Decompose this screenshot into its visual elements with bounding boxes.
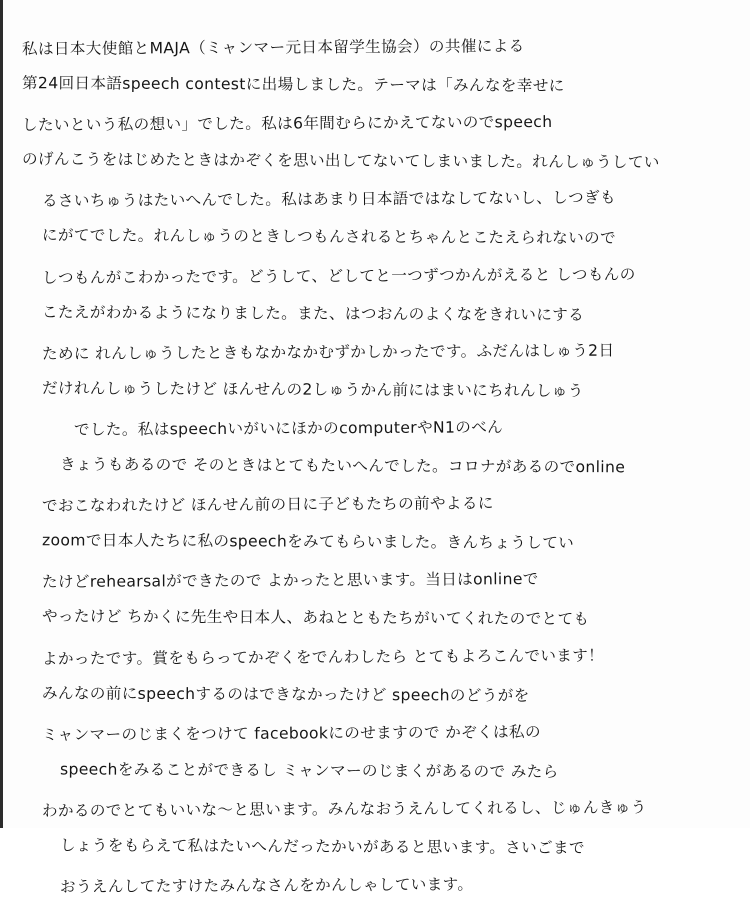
essay-line-12: きょうもあるので そのときはとてもたいへんでした。コロナがあるのでonline	[59, 455, 626, 477]
essay-line-23: おうえんしてたすけたみんなさんをかんしゃしています。	[59, 875, 474, 897]
essay-line-15: たけどrehearsalができたので よかったと思います。当日はonlineで	[41, 570, 539, 592]
essay-line-9: ために れんしゅうしたときもなかなかむずかしかったです。ふだんはしゅう2日	[41, 341, 615, 363]
essay-line-6: にがてでした。れんしゅうのときしつもんされるとちゃんとこたえられないので	[41, 226, 617, 248]
essay-line-19: ミャンマーのじまくをつけて facebookにのせますので かぞくは私の	[41, 722, 541, 744]
essay-line-18: みんなの前にspeechするのはできなかったけど speechのどうがを	[41, 683, 530, 705]
essay-line-4: のげんこうをはじめたときはかぞくを思い出してないてしまいました。れんしゅうしてい	[21, 150, 660, 172]
essay-line-16: やったけど ちかくに先生や日本人、あねとともたちがいてくれたのでとても	[41, 607, 590, 629]
essay-line-22: しょうをもらえて私はたいへんだったかいがあると思います。さいごまで	[59, 836, 585, 858]
essay-line-13: でおこなわれたけど ほんせん前の日に子どもたちの前やよるに	[41, 494, 494, 516]
essay-line-7: しつもんがこわかったです。どうして、どしてと一つずつかんがえると しつもんの	[41, 264, 636, 287]
essay-line-10: だけれんしゅうしたけど ほんせんの2しゅうかん前にはまいにちれんしゅう	[41, 379, 584, 400]
page-left-edge	[0, 0, 3, 828]
essay-line-3: したいという私の想い」でした。私は6年間むらにかえてないのでspeech	[21, 113, 553, 135]
essay-line-5: るさいちゅうはたいへんでした。私はあまり日本語ではなしてないし、しつぎも	[41, 188, 617, 211]
essay-line-8: こたえがわかるようになりました。また、はつおんのよくなをきれいにする	[41, 302, 585, 324]
essay-line-21: わかるのでとてもいいな〜と思います。みんなおうえんしてくれるし、じゅんきゅう	[41, 798, 647, 820]
essay-text	[22, 28, 734, 904]
essay-line-14: zoomで日本人たちに私のspeechをみてもらいました。きんちょうしてい	[41, 531, 575, 553]
essay-line-2: 第24回日本語speech contestに出場しました。テーマは「みんなを幸せに	[21, 74, 565, 96]
essay-line-1: 私は日本大使館とMAJA（ミャンマー元日本留学生協会）の共催による	[21, 37, 525, 59]
essay-line-17: よかったです。賞をもらってかぞくをでんわしたら とてもよろこんでいます！	[41, 646, 605, 668]
essay-line-11: でした。私はspeechいがいにほかのcomputerやN1のべん	[73, 418, 504, 439]
essay-line-20: speechをみることができるし ミャンマーのじまくがあるので みたら	[59, 760, 559, 781]
